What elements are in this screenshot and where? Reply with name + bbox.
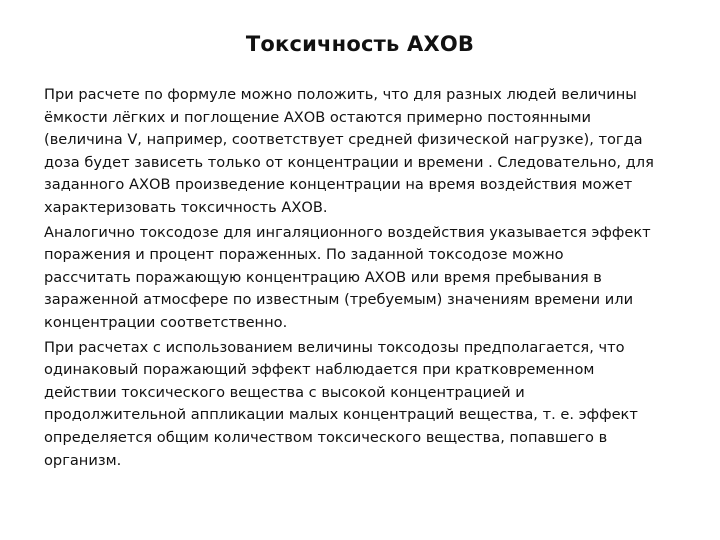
text-line: При расчете по формуле можно положить, что для разных людей величины (44, 86, 637, 103)
slide-title: Токсичность АХОВ (245, 32, 475, 56)
paragraph-2 (44, 222, 684, 335)
text-line: доза будет зависеть только от концентрации и времени . Следовательно, для (44, 153, 654, 171)
text-line: поражения и процент пораженных. По заданной токсодозе можно (44, 246, 564, 264)
text-line: рассчитать поражающую концентрацию АХОВ или время пребывания в (44, 268, 602, 286)
text-line: ёмкости лёгких и поглощение АХОВ остаются примерно постоянными (44, 108, 592, 126)
text-line: продолжительной аппликации малых концентраций вещества, т. е. эффект (44, 406, 638, 424)
text-line: При расчетах с использованием величины токсодозы предполагается, что (44, 338, 625, 356)
text-line: характеризовать токсичность АХОВ. (44, 198, 328, 216)
text-line: концентрации соответственно. (44, 313, 288, 331)
text-line: организм. (44, 451, 122, 469)
paragraph-1 (44, 84, 684, 220)
text-line: Аналогично токсодозе для ингаляционного воздействия указывается эффект (44, 223, 651, 241)
text-line: (величина V, например, соответствует средней физической нагрузке), тогда (44, 131, 643, 149)
text-line: действии токсического вещества с высокой концентрацией и (44, 383, 525, 401)
text-line: заданного АХОВ произведение концентрации на время воздействия может (44, 176, 633, 194)
slide-body (44, 84, 684, 474)
text-line: определяется общим количеством токсического вещества, попавшего в (44, 428, 608, 446)
paragraph-3 (44, 337, 684, 473)
text-line: одинаковый поражающий эффект наблюдается при кратковременном (44, 361, 595, 379)
text-line: зараженной атмосфере по известным (требуемым) значениям времени или (44, 291, 634, 309)
